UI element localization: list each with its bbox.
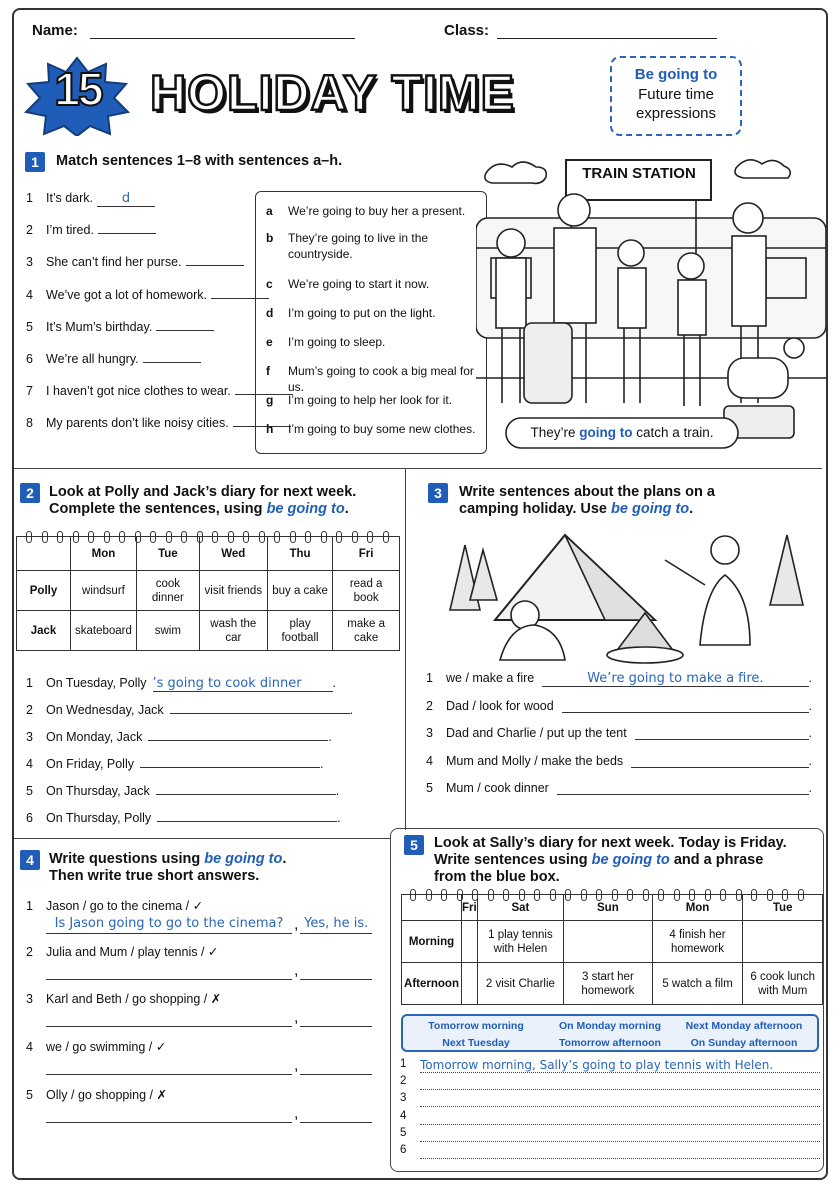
option-text: I’m going to put on the light. xyxy=(288,306,436,320)
option-letter: f xyxy=(266,364,270,378)
item-number: 1 xyxy=(26,191,33,205)
diary-day: Tue xyxy=(136,537,199,571)
diary-corner xyxy=(402,895,462,921)
diary-day: Wed xyxy=(199,537,267,571)
item-number: 3 xyxy=(26,992,33,1006)
ex4-number: 4 xyxy=(20,850,40,870)
answer-line[interactable] xyxy=(420,1144,820,1159)
ex4-answer-row xyxy=(46,1009,372,1027)
question-line[interactable] xyxy=(46,1105,292,1123)
ex5-number: 5 xyxy=(404,835,424,855)
option-text: We’re going to buy her a present. xyxy=(288,204,466,218)
item-number: 3 xyxy=(426,726,433,740)
ex3-instruction-line1: Write sentences about the plans on a xyxy=(459,484,715,500)
item-prompt: we / go swimming / ✓ xyxy=(46,1040,167,1054)
diary-row xyxy=(402,963,823,1005)
ex5-line xyxy=(400,1092,820,1107)
item-prompt: Julia and Mum / play tennis / ✓ xyxy=(46,945,219,959)
question-line[interactable]: Is Jason going to go to the cinema? xyxy=(46,916,292,934)
ex5-instruction-text: Write sentences using xyxy=(434,852,592,868)
ex4-instruction-end: . xyxy=(282,851,287,867)
option-text: I’m going to buy some new clothes. xyxy=(288,422,476,436)
ex2-item xyxy=(26,811,341,825)
divider-bottom-left xyxy=(14,838,390,839)
diary-cell xyxy=(462,921,478,963)
answer-line[interactable] xyxy=(420,1110,820,1125)
sentence-text: I haven’t got nice clothes to wear. xyxy=(46,384,231,399)
item-prompt: Mum / cook dinner xyxy=(446,781,549,795)
ex1-option xyxy=(266,392,482,408)
time-phrase: Tomorrow morning xyxy=(428,1020,524,1032)
diary-day: Thu xyxy=(267,537,332,571)
option-text: I’m going to sleep. xyxy=(288,335,386,349)
ex1-option xyxy=(266,421,482,437)
answer-line[interactable]: ’s going to cook dinner xyxy=(153,676,333,692)
comma: , xyxy=(294,916,299,933)
item-number: 4 xyxy=(426,753,433,768)
ex2-item xyxy=(26,703,353,717)
ex2-number: 2 xyxy=(20,483,40,503)
ex3-item xyxy=(426,671,812,687)
diary-cell: buy a cake xyxy=(267,571,332,611)
ex2-instruction-blue: be going to xyxy=(266,501,345,517)
ex3-item xyxy=(426,726,812,740)
answer-blank[interactable] xyxy=(156,330,214,331)
ex4-answer-row xyxy=(46,1057,372,1075)
ex1-sentence xyxy=(26,320,214,334)
option-letter: e xyxy=(266,335,273,349)
answer-line[interactable]: We’re going to make a fire. xyxy=(542,671,808,687)
item-number: 2 xyxy=(26,223,33,238)
ex1-option xyxy=(266,230,482,262)
ex4-answer-row xyxy=(46,962,372,980)
comma: , xyxy=(294,962,299,979)
ex2-instruction-line1: Look at Polly and Jack’s diary for next week. xyxy=(49,484,357,500)
ex1-sentence xyxy=(26,223,156,237)
answer-line[interactable] xyxy=(148,740,328,741)
ex1-sentence xyxy=(26,191,155,207)
item-prompt: On Friday, Polly xyxy=(46,757,134,771)
item-number: 3 xyxy=(26,730,33,744)
item-prompt: Karl and Beth / go shopping / ✗ xyxy=(46,992,222,1006)
diary-row xyxy=(402,921,823,963)
answer-blank[interactable] xyxy=(186,265,244,266)
answer-line[interactable] xyxy=(557,781,809,795)
item-prompt: Olly / go shopping / ✗ xyxy=(46,1088,167,1102)
ex5-diary xyxy=(401,894,823,1005)
option-text: Mum’s going to cook a big meal for us. xyxy=(288,364,474,394)
full-stop: . xyxy=(808,781,812,795)
diary-row xyxy=(17,571,400,611)
answer-blank[interactable]: d xyxy=(97,191,155,207)
ex2-item xyxy=(26,757,323,771)
item-number: 1 xyxy=(400,1058,407,1070)
ex3-instruction-end: . xyxy=(689,501,694,517)
option-text: I’m going to help her look for it. xyxy=(288,393,453,407)
diary-day: Mon xyxy=(652,895,743,921)
grammar-box-line2: Future time xyxy=(638,86,714,103)
ex2-diary xyxy=(16,536,400,651)
item-number: 2 xyxy=(426,698,433,713)
diary-cell: visit friends xyxy=(199,571,267,611)
full-stop: . xyxy=(328,730,332,744)
ex1-caption xyxy=(506,418,738,448)
item-number: 3 xyxy=(26,255,33,270)
full-stop: . xyxy=(349,703,354,717)
unit-number: 15 xyxy=(54,63,102,115)
diary-row-label: Jack xyxy=(17,611,71,651)
diary-cell xyxy=(743,921,823,963)
question-line[interactable] xyxy=(46,1057,292,1075)
ex2-item xyxy=(26,784,339,798)
diary-cell: skateboard xyxy=(71,611,137,651)
full-stop: . xyxy=(335,784,340,798)
diary-row-label: Morning xyxy=(402,921,462,963)
ex4-instruction xyxy=(49,851,286,885)
ex1-option xyxy=(266,276,482,292)
time-phrase: Tomorrow afternoon xyxy=(559,1037,661,1049)
answer-line[interactable] xyxy=(420,1127,820,1142)
sentence-text: It’s dark. xyxy=(46,191,94,205)
item-number: 1 xyxy=(26,676,33,690)
ex3-number: 3 xyxy=(428,483,448,503)
ex2-item xyxy=(26,676,336,692)
diary-row-label: Polly xyxy=(17,571,71,611)
diary-day: Sat xyxy=(477,895,563,921)
sentence-text: I’m tired. xyxy=(46,223,94,238)
ex4-instruction-blue: be going to xyxy=(204,851,283,867)
ex2-instruction-end: . xyxy=(344,501,349,517)
answer-line[interactable]: Tomorrow morning, Sally’s going to play tennis with Helen. xyxy=(420,1058,820,1073)
diary-header-row xyxy=(17,537,400,571)
class-label: Class: xyxy=(444,22,490,39)
item-number: 1 xyxy=(426,671,433,685)
ex4-item xyxy=(26,944,218,959)
ex3-item xyxy=(426,699,812,713)
item-number: 5 xyxy=(400,1126,407,1139)
comma: , xyxy=(294,1057,299,1074)
diary-day: Fri xyxy=(333,537,400,571)
ex2-item xyxy=(26,730,332,744)
ex1-option xyxy=(266,203,482,219)
answer-blank[interactable] xyxy=(143,362,201,363)
time-phrase: Next Monday afternoon xyxy=(685,1020,803,1032)
answer-line[interactable] xyxy=(562,699,809,713)
item-number: 2 xyxy=(26,703,33,717)
option-letter: g xyxy=(266,393,274,407)
item-number: 2 xyxy=(26,945,33,959)
train-station-illustration xyxy=(476,148,826,460)
ex3-instruction-blue: be going to xyxy=(611,501,690,517)
item-prompt: On Thursday, Polly xyxy=(46,811,152,825)
diary-row xyxy=(17,611,400,651)
class-field[interactable] xyxy=(497,38,717,39)
ex4-item xyxy=(26,1087,167,1102)
option-letter: c xyxy=(266,277,273,291)
short-answer-line[interactable] xyxy=(300,1057,372,1075)
ex4-instruction-line2: Then write true short answers. xyxy=(49,868,260,884)
ex1-sentence xyxy=(26,255,244,269)
question-line[interactable] xyxy=(46,1009,292,1027)
ex5-line xyxy=(400,1058,820,1073)
item-prompt: On Wednesday, Jack xyxy=(46,703,164,717)
short-answer-line[interactable] xyxy=(300,1009,372,1027)
item-number: 4 xyxy=(400,1109,407,1122)
grammar-box-title: Be going to xyxy=(634,66,718,83)
option-letter: h xyxy=(266,422,274,436)
phrase-box xyxy=(401,1014,819,1052)
diary-cell: 4 finish her homework xyxy=(652,921,743,963)
ex3-item xyxy=(426,781,812,795)
answer-line[interactable] xyxy=(140,767,320,768)
divider-top xyxy=(14,468,822,469)
ex5-line xyxy=(400,1110,820,1125)
sentence-text: She can’t find her purse. xyxy=(46,255,182,270)
item-prompt: On Thursday, Jack xyxy=(46,784,150,798)
item-prompt: Dad / look for wood xyxy=(446,698,554,713)
answer-line[interactable] xyxy=(157,821,337,822)
train-station-sign: TRAIN STATION xyxy=(582,165,696,182)
diary-cell xyxy=(564,921,653,963)
diary-cell: swim xyxy=(136,611,199,651)
ex1-number: 1 xyxy=(25,152,45,172)
ex5-instruction xyxy=(434,835,787,886)
ex4-answer-row xyxy=(46,916,372,934)
diary-cell: cook dinner xyxy=(136,571,199,611)
answer-line[interactable] xyxy=(156,794,336,795)
ex3-instruction xyxy=(459,484,715,518)
option-letter: a xyxy=(266,204,273,218)
caption-text-blue: going to xyxy=(579,425,633,440)
option-text: We’re going to start it now. xyxy=(288,277,430,291)
full-stop: . xyxy=(808,726,812,740)
ex2-instruction xyxy=(49,484,356,518)
item-number: 5 xyxy=(26,784,33,798)
name-label: Name: xyxy=(32,22,78,39)
ex1-sentence xyxy=(26,288,269,302)
ex3-instruction-text: camping holiday. Use xyxy=(459,501,612,517)
diary-cell: 3 start her homework xyxy=(564,963,653,1005)
answer-line[interactable] xyxy=(420,1075,820,1090)
page-title: HOLIDAY TIME xyxy=(150,65,515,121)
ex5-line xyxy=(400,1144,820,1159)
sentence-text: We’re all hungry. xyxy=(46,352,139,366)
diary-day: Tue xyxy=(743,895,823,921)
name-field[interactable] xyxy=(90,38,355,39)
ex4-instruction-line1 xyxy=(49,851,286,868)
ex4-item xyxy=(26,898,203,913)
ex1-sentence xyxy=(26,384,293,398)
sentence-text: It’s Mum’s birthday. xyxy=(46,319,153,334)
item-number: 6 xyxy=(26,811,33,825)
divider-mid-vertical xyxy=(405,468,406,830)
diary-day: Fri xyxy=(462,895,478,921)
item-number: 3 xyxy=(400,1092,407,1105)
diary-cell xyxy=(462,963,478,1005)
item-prompt: On Tuesday, Polly xyxy=(46,676,147,690)
ex3-item xyxy=(426,754,812,768)
answer-line[interactable] xyxy=(420,1092,820,1107)
option-text: They’re going to live in the countryside. xyxy=(288,231,429,261)
answer-line[interactable] xyxy=(170,713,350,714)
full-stop: . xyxy=(808,753,812,768)
ex5-instruction-line3: from the blue box. xyxy=(434,869,560,885)
sentence-text: My parents don’t like noisy cities. xyxy=(46,416,229,431)
grammar-box xyxy=(610,56,742,136)
ex5-instruction-line1: Look at Sally’s diary for next week. Today is Friday. xyxy=(434,835,787,851)
diary-header-row xyxy=(402,895,823,921)
item-number: 7 xyxy=(26,384,33,399)
caption-text-post: catch a train. xyxy=(632,425,714,440)
ex1-option xyxy=(266,363,482,395)
item-number: 5 xyxy=(426,781,433,795)
full-stop: . xyxy=(337,811,341,825)
ex5-instruction-blue: be going to xyxy=(591,852,670,868)
diary-cell: make a cake xyxy=(333,611,400,651)
answer-line[interactable] xyxy=(631,754,808,768)
diary-cell: 1 play tennis with Helen xyxy=(477,921,563,963)
item-prompt: we / make a fire xyxy=(446,671,535,685)
item-number: 8 xyxy=(26,416,33,431)
item-number: 4 xyxy=(26,287,33,302)
full-stop: . xyxy=(320,757,324,771)
ex1-sentence xyxy=(26,352,201,366)
sentence-text: We’ve got a lot of homework. xyxy=(46,287,207,302)
item-number: 1 xyxy=(26,899,33,913)
option-letter: b xyxy=(266,231,274,245)
item-prompt: Jason / go to the cinema / ✓ xyxy=(46,899,204,913)
ex5-instruction-text2: and a phrase xyxy=(669,852,764,868)
camping-illustration xyxy=(425,525,820,665)
item-prompt: Mum and Molly / make the beds xyxy=(446,753,624,768)
comma: , xyxy=(294,1009,299,1026)
question-line[interactable] xyxy=(46,962,292,980)
ex1-instruction: Match sentences 1–8 with sentences a–h. xyxy=(56,153,343,169)
full-stop: . xyxy=(332,676,336,690)
item-number: 6 xyxy=(400,1144,407,1156)
item-number: 6 xyxy=(26,352,33,366)
full-stop: . xyxy=(808,698,812,713)
short-answer-line[interactable] xyxy=(300,962,372,980)
caption-text-pre: They’re xyxy=(530,425,580,440)
time-phrase: On Monday morning xyxy=(558,1020,662,1032)
item-prompt: On Monday, Jack xyxy=(46,730,143,744)
answer-blank[interactable] xyxy=(98,233,156,234)
diary-cell: 6 cook lunch with Mum xyxy=(743,963,823,1005)
item-number: 5 xyxy=(26,319,33,334)
answer-line[interactable] xyxy=(635,726,809,740)
diary-cell: read a book xyxy=(333,571,400,611)
diary-cell: wash the car xyxy=(199,611,267,651)
diary-day: Sun xyxy=(564,895,653,921)
ex5-line xyxy=(400,1075,820,1090)
diary-cell: 5 watch a film xyxy=(652,963,743,1005)
diary-cell: play football xyxy=(267,611,332,651)
ex4-answer-row xyxy=(46,1105,372,1123)
ex1-option xyxy=(266,305,482,321)
full-stop: . xyxy=(808,671,812,685)
ex1-option xyxy=(266,334,482,350)
item-number: 4 xyxy=(26,757,33,771)
ex5-instruction-line2 xyxy=(434,852,787,869)
ex2-instruction-text: Complete the sentences, using xyxy=(49,501,267,517)
item-prompt: Dad and Charlie / put up the tent xyxy=(446,726,627,740)
ex3-instruction-line2 xyxy=(459,501,715,518)
ex2-instruction-line2 xyxy=(49,501,356,518)
ex4-instruction-text: Write questions using xyxy=(49,851,205,867)
diary-cell: 2 visit Charlie xyxy=(477,963,563,1005)
item-number: 2 xyxy=(400,1075,407,1088)
comma: , xyxy=(294,1105,299,1122)
item-number: 5 xyxy=(26,1088,33,1102)
diary-cell: windsurf xyxy=(71,571,137,611)
ex4-item xyxy=(26,1039,166,1054)
diary-corner xyxy=(17,537,71,571)
ex5-line xyxy=(400,1127,820,1142)
diary-row-label: Afternoon xyxy=(402,963,462,1005)
ex4-item xyxy=(26,991,221,1006)
time-phrase: Next Tuesday xyxy=(442,1037,510,1049)
diary-day: Mon xyxy=(71,537,137,571)
short-answer-line[interactable]: Yes, he is. xyxy=(300,916,372,934)
ex1-sentence xyxy=(26,416,291,430)
short-answer-line[interactable] xyxy=(300,1105,372,1123)
time-phrase: On Sunday afternoon xyxy=(690,1037,798,1049)
grammar-box-line3: expressions xyxy=(635,105,717,122)
item-number: 4 xyxy=(26,1040,33,1054)
option-letter: d xyxy=(266,306,274,320)
